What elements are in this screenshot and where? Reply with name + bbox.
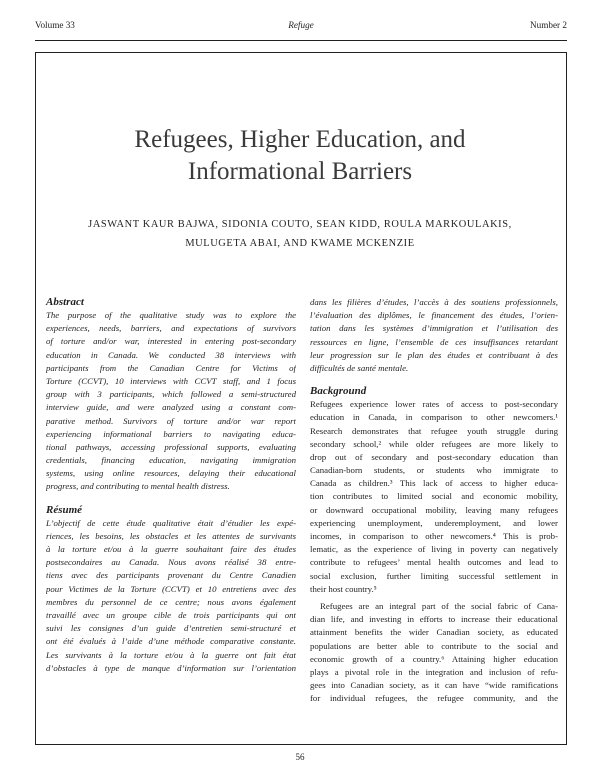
body-line: lematic, as the experience of living in poverty can negatively xyxy=(310,544,558,555)
background-paragraph-2 xyxy=(310,600,558,706)
article-title xyxy=(40,124,560,188)
title-line: Refugees, Higher Education, and xyxy=(134,126,466,153)
abstract-line: tional pathways, accessing professional supports, evaluating xyxy=(46,441,296,452)
body-line: populations are better able to contribute to the social and xyxy=(310,640,558,651)
resume-line: ont été évalués à l’aide d’une méthode comparative constante. xyxy=(46,636,296,647)
abstract-line: The purpose of the qualitative study was to explore the xyxy=(46,310,296,320)
resume-line: L’objectif de cette étude qualitative était d’étudier les expé- xyxy=(46,517,296,528)
abstract-text xyxy=(46,309,296,494)
resume-line: difficultés de santé mentale. xyxy=(310,362,409,373)
resume-line: ressources en ligne, l’ensemble de ces insuffisances retardant xyxy=(310,336,558,347)
header-rule xyxy=(35,40,567,41)
body-line: or downward occupational mobility, leaving many refugees xyxy=(310,504,558,515)
abstract-line: education in Canada. We conducted 38 interviews with xyxy=(46,349,296,360)
author-line: MULUGETA ABAI, AND KWAME MCKENZIE xyxy=(185,238,415,249)
abstract-line: of torture and/or war, interested in entering post-secondary xyxy=(46,336,296,347)
resume-line: à la torture et/ou à la guerre souhaitant faire des études xyxy=(46,544,296,554)
author-line: JASWANT KAUR BAJWA, SIDONIA COUTO, SEAN KIDD, ROULA MARKOULAKIS, xyxy=(88,219,512,230)
abstract-line: Torture (CCVT), 10 interviews with CCVT staff, and 1 focus xyxy=(46,375,296,386)
body-line: plays a pivotal role in the integration and inclusion of refu- xyxy=(310,666,558,677)
body-line: drop out of secondary and post-secondary education than xyxy=(310,451,558,462)
body-line: contribute to refugees’ mental health outcomes and lead to xyxy=(310,557,558,568)
abstract-line: experiencing informational barriers to navigating educa- xyxy=(46,428,296,439)
background-heading: Background xyxy=(310,385,367,398)
body-line: Refugees are an integral part of the social fabric of Cana- xyxy=(320,600,558,611)
resume-line: Les survivants à la torture et/ou à la guerre ont fait état xyxy=(46,649,296,660)
resume-line: postsecondaires au Canada. Nous avons réalisé 38 entre- xyxy=(46,557,296,568)
resume-line: pour Victimes de la Torture (CCVT) et 10 entretiens avec des xyxy=(46,583,296,594)
resume-line: suivi les consignes d’un guide d’entretien semi-structuré et xyxy=(46,623,296,634)
abstract-line: participants from the Canadian Centre for Victims of xyxy=(46,362,296,373)
background-paragraph-1 xyxy=(310,398,558,596)
body-line: Canadian-born students, or students who immigrate to xyxy=(310,465,558,476)
resume-heading: Résumé xyxy=(46,503,83,516)
running-header xyxy=(35,20,567,34)
resume-line: riences, les besoins, les obstacles et les attentes de survivants xyxy=(46,530,296,541)
abstract-line: interview guide, and were analyzed using a constant com- xyxy=(46,402,296,413)
abstract-line: parative method. Survivors of torture and/or war report xyxy=(46,415,296,426)
body-line: attainment benefits the wider Canadian society, as educated xyxy=(310,627,558,638)
abstract-line: systems, using online resources, delaying their educational xyxy=(46,468,296,479)
abstract-line: group with 3 participants, which followed a semi-structured xyxy=(46,389,296,400)
issue-number: Number 2 xyxy=(530,20,567,30)
journal-name: Refuge xyxy=(288,20,314,30)
resume-line: tiens avec des participants provenant du Centre Canadien xyxy=(46,570,296,581)
right-column xyxy=(310,296,558,705)
resume-continued xyxy=(310,296,558,375)
resume-text xyxy=(46,517,296,675)
body-line: experiencing unemployment, underemployment, and lower xyxy=(310,517,558,528)
resume-line: membres du personnel de ce centre; nous avons également xyxy=(46,596,296,607)
left-column xyxy=(46,296,296,675)
body-line: incomes, in comparison to other newcomers.⁴ This is prob- xyxy=(310,531,558,541)
body-line: for individual refugees, the refugee community, and the xyxy=(310,693,558,704)
abstract-line: progress, and contributing to mental health distress. xyxy=(46,481,230,492)
body-line: gees into Canadian society, as it can have “wide ramifications xyxy=(310,680,558,691)
page-number: 56 xyxy=(295,752,305,762)
abstract-line: credentials, financing education, navigating immigration xyxy=(46,455,296,466)
body-line: social exclusion, further limiting successful settlement in xyxy=(310,570,558,581)
abstract-heading: Abstract xyxy=(46,296,84,308)
body-line: Research demonstrates that refugee youth struggle during xyxy=(310,425,558,436)
body-line: tion contributes to limited social and economic mobility, xyxy=(310,491,558,502)
body-line: Refugees experience lower rates of access to post-secondary xyxy=(310,399,558,410)
resume-line: l’évaluation des diplômes, le financement des études, l’orien- xyxy=(310,310,558,321)
author-list xyxy=(60,215,540,253)
body-line: education in Canada, in comparison to other newcomers.¹ xyxy=(310,412,558,423)
body-line: Canada as children.³ This lack of access to higher educa- xyxy=(310,478,558,489)
body-line: economic growth of a country.⁶ Attaining higher education xyxy=(310,653,558,664)
resume-line: leur progression sur le plan des études et contribuant à des xyxy=(310,349,558,360)
resume-line: dans les filières d’études, l’accès à des soutiens professionnels, xyxy=(310,297,558,307)
resume-line: d’obstacles à type de manque d’information sur l’orientation xyxy=(46,662,296,673)
title-line: Informational Barriers xyxy=(187,158,413,185)
volume-label: Volume 33 xyxy=(35,20,75,30)
abstract-line: experiences, needs, barriers, and expectations of survivors xyxy=(46,323,296,334)
resume-line: travaillé avec un groupe cible de trois participants qui ont xyxy=(46,609,296,620)
resume-line: tation dans les systèmes d’immigration et l’utilisation des xyxy=(310,323,558,334)
body-line: their host country.⁵ xyxy=(310,583,377,594)
body-line: dian life, and investing in efforts to increase their educational xyxy=(310,614,558,625)
body-line: secondary school,² while older refugees are more likely to xyxy=(310,438,558,449)
